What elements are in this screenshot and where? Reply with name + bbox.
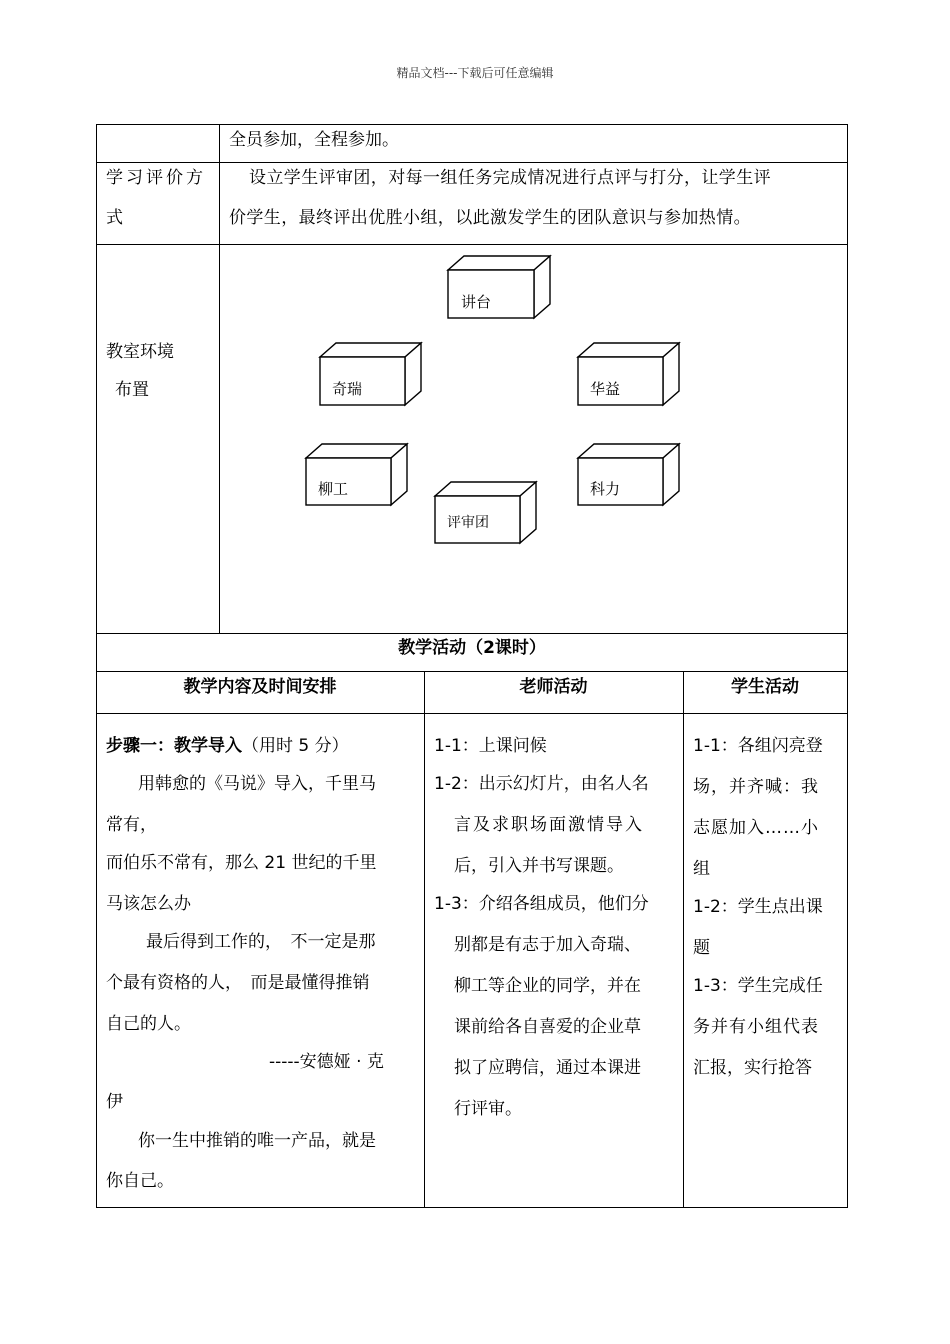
step-time: （用时 5 分） — [242, 736, 349, 756]
column-header-student: 学生活动 — [731, 677, 799, 697]
teacher-line: 1-2：出示幻灯片，由名人名 — [434, 774, 649, 794]
content-line: 用韩愈的《马说》导入，千里马 — [138, 774, 376, 794]
activities-title: 教学活动（2课时） — [398, 638, 546, 658]
student-line: 务并有小组代表 — [693, 1017, 819, 1037]
participation-text: 全员参加，全程参加。 — [229, 130, 399, 150]
student-line: 1-2：学生点出课 — [693, 897, 823, 917]
jury-label: 评审团 — [447, 515, 489, 531]
teacher-line: 课前给各自喜爱的企业草 — [454, 1017, 641, 1037]
teacher-line: 柳工等企业的同学，并在 — [454, 976, 641, 996]
content-line: 而伯乐不常有，那么 21 世纪的千里 — [106, 853, 377, 873]
evaluation-text: 价学生，最终评出优胜小组，以此激发学生的团队意识与参加热情。 — [229, 208, 751, 228]
teacher-line: 后，引入并书写课题。 — [454, 856, 624, 876]
content-line: 你一生中推销的唯一产品，就是 — [138, 1131, 376, 1151]
student-line: 志愿加入……小 — [693, 818, 819, 838]
teacher-line: 言及求职场面激情导入 — [454, 815, 644, 835]
student-line: 1-1：各组闪亮登 — [693, 736, 823, 756]
keli-label: 科力 — [590, 480, 621, 498]
teacher-line: 行评审。 — [454, 1099, 522, 1119]
column-header-content: 教学内容及时间安排 — [183, 677, 337, 697]
teacher-line: 别都是有志于加入奇瑞、 — [454, 935, 641, 955]
content-line: 常有， — [106, 815, 157, 835]
teacher-line: 1-1：上课问候 — [434, 736, 547, 756]
liugong-label: 柳工 — [318, 480, 349, 498]
content-line: 个最有资格的人， 而是最懂得推销 — [106, 973, 370, 993]
teacher-line: 1-3：介绍各组成员，他们分 — [434, 894, 649, 914]
huayi-label: 华益 — [590, 380, 621, 398]
step-heading — [106, 736, 349, 756]
evaluation-label: 学习评价方 — [106, 168, 206, 188]
content-line: 伊 — [106, 1092, 123, 1112]
evaluation-text: 设立学生评审团，对每一组任务完成情况进行点评与打分，让学生评 — [249, 168, 771, 188]
student-line: 场，并齐喊：我 — [693, 777, 819, 797]
content-line: 你自己。 — [106, 1171, 174, 1191]
teacher-line: 拟了应聘信，通过本课进 — [454, 1058, 641, 1078]
content-line: 自己的人。 — [106, 1014, 191, 1034]
student-line: 题 — [693, 938, 710, 958]
column-header-teacher: 老师活动 — [519, 677, 588, 697]
step-title: 步骤一：教学导入 — [106, 736, 242, 756]
student-line: 汇报，实行抢答 — [693, 1058, 812, 1078]
environment-label: 布置 — [115, 380, 149, 400]
evaluation-label: 式 — [106, 208, 123, 228]
quote-author: -----安德娅 · 克 — [269, 1052, 384, 1072]
podium-label: 讲台 — [461, 293, 492, 311]
content-line: 马该怎么办 — [106, 894, 191, 914]
page-header: 精品文档---下载后可任意编辑 — [396, 66, 554, 80]
qirui-label: 奇瑞 — [332, 380, 363, 398]
environment-label: 教室环境 — [106, 342, 174, 362]
content-line: 最后得到工作的， 不一定是那 — [146, 932, 376, 952]
student-line: 1-3：学生完成任 — [693, 976, 823, 996]
student-line: 组 — [693, 859, 710, 879]
